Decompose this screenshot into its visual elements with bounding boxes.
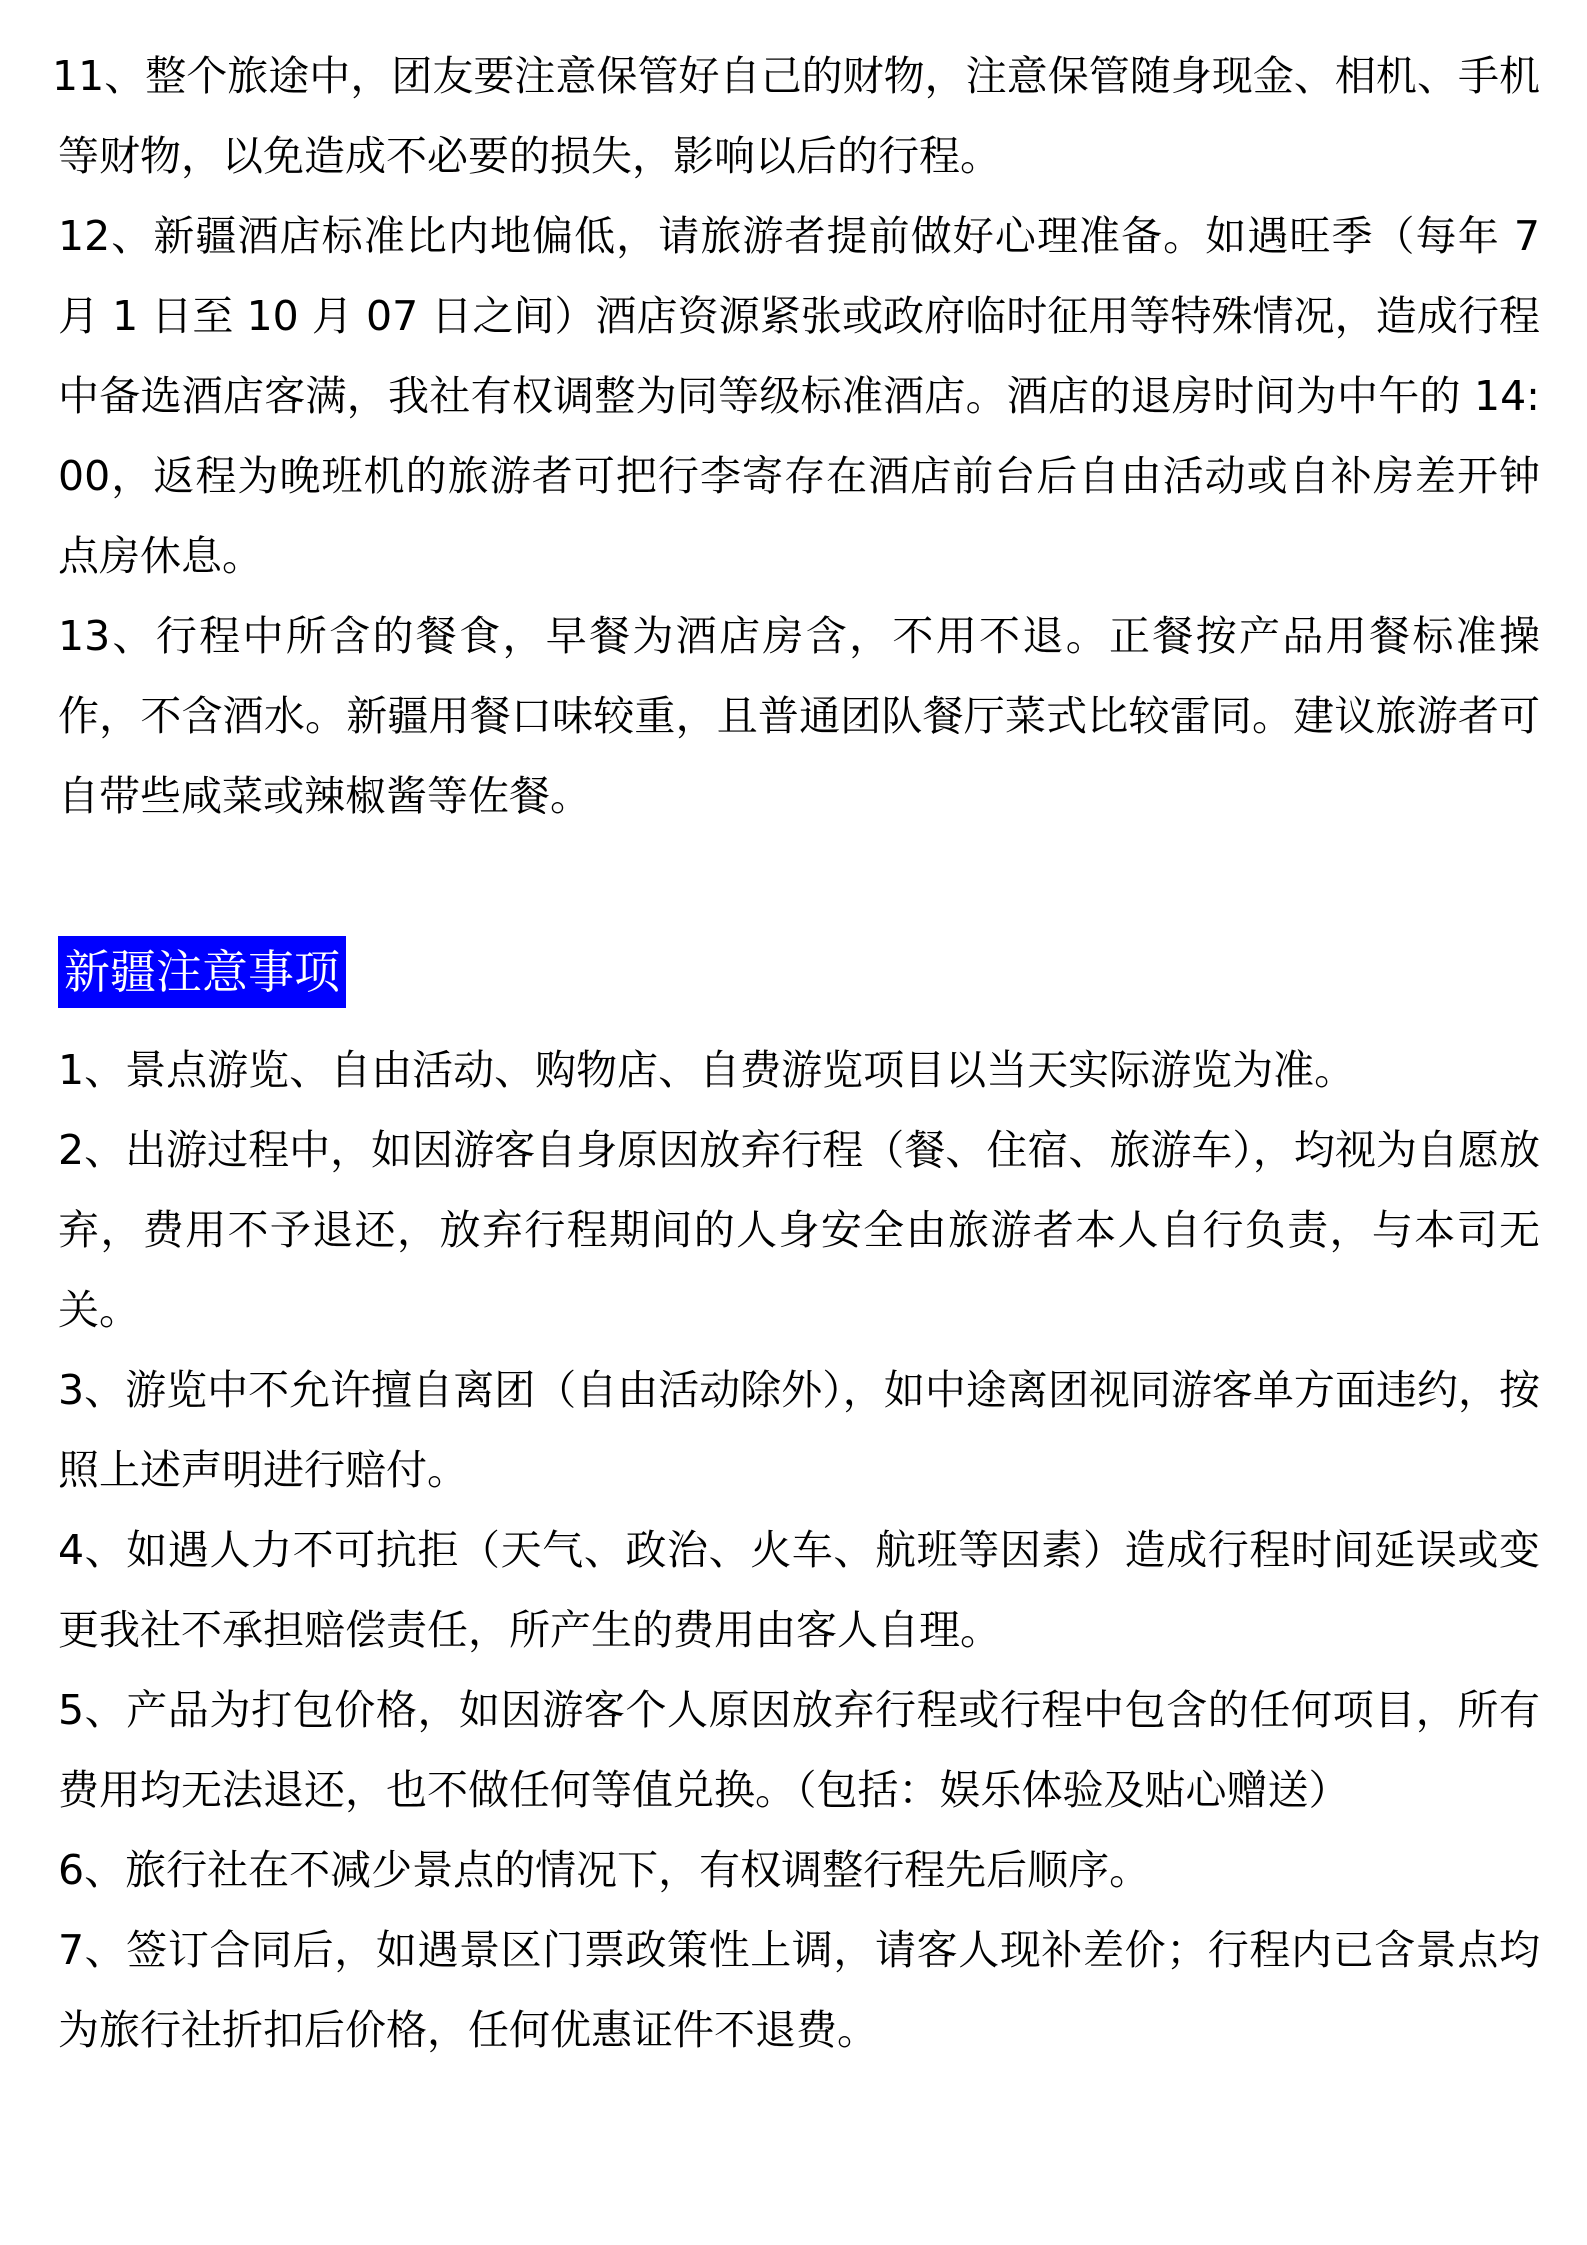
xinjiang-note-item-6: 6、旅行社在不减少景点的情况下，有权调整行程先后顺序。 (58, 1846, 1151, 1894)
section-heading-row (58, 914, 1540, 1030)
xinjiang-notes-list (58, 1030, 1540, 2070)
xinjiang-note-item-7: 7、签订合同后，如遇景区门票政策性上调，请客人现补差价；行程内已含景点均为旅行社折扣后价格，任何优惠证件不退费。 (58, 1926, 1540, 2054)
xinjiang-note-item-3: 3、游览中不允许擅自离团（自由活动除外），如中途离团视同游客单方面违约，按照上述声明进行赔付。 (58, 1366, 1540, 1494)
note-item-12: 12、新疆酒店标准比内地偏低，请旅游者提前做好心理准备。如遇旺季（每年 7 月 1 日至 10 月 07 日之间）酒店资源紧张或政府临时征用等特殊情况，造成行程中备选酒店客满，我社有权调整为同等级标准酒店。酒店的退房时间为中午的 14:00，返程为晚班机的旅游者可把行李寄存在酒店前台后自由活动或自补房差开钟点房休息。 (58, 212, 1540, 580)
xinjiang-note-item-5: 5、产品为打包价格，如因游客个人原因放弃行程或行程中包含的任何项目，所有费用均无法退还，也不做任何等值兑换。（包括：娱乐体验及贴心赠送） (58, 1686, 1540, 1814)
document-page (52, 36, 1540, 2070)
notes-list-continued (52, 36, 1540, 836)
section-spacer (58, 836, 1540, 914)
xinjiang-note-item-4: 4、如遇人力不可抗拒（天气、政治、火车、航班等因素）造成行程时间延误或变更我社不承担赔偿责任，所产生的费用由客人自理。 (58, 1526, 1540, 1654)
xinjiang-note-item-1: 1、景点游览、自由活动、购物店、自费游览项目以当天实际游览为准。 (58, 1046, 1356, 1094)
xinjiang-note-item-2: 2、出游过程中，如因游客自身原因放弃行程（餐、住宿、旅游车），均视为自愿放弃，费用不予退还，放弃行程期间的人身安全由旅游者本人自行负责，与本司无关。 (58, 1126, 1540, 1334)
section-heading-xinjiang-notes: 新疆注意事项 (58, 936, 346, 1008)
note-item-13: 13、行程中所含的餐食，早餐为酒店房含，不用不退。正餐按产品用餐标准操作，不含酒水。新疆用餐口味较重，且普通团队餐厅菜式比较雷同。建议旅游者可自带些咸菜或辣椒酱等佐餐。 (58, 612, 1540, 820)
note-item-11: 11、整个旅途中，团友要注意保管好自己的财物，注意保管随身现金、相机、手机等财物，以免造成不必要的损失，影响以后的行程。 (52, 52, 1540, 180)
